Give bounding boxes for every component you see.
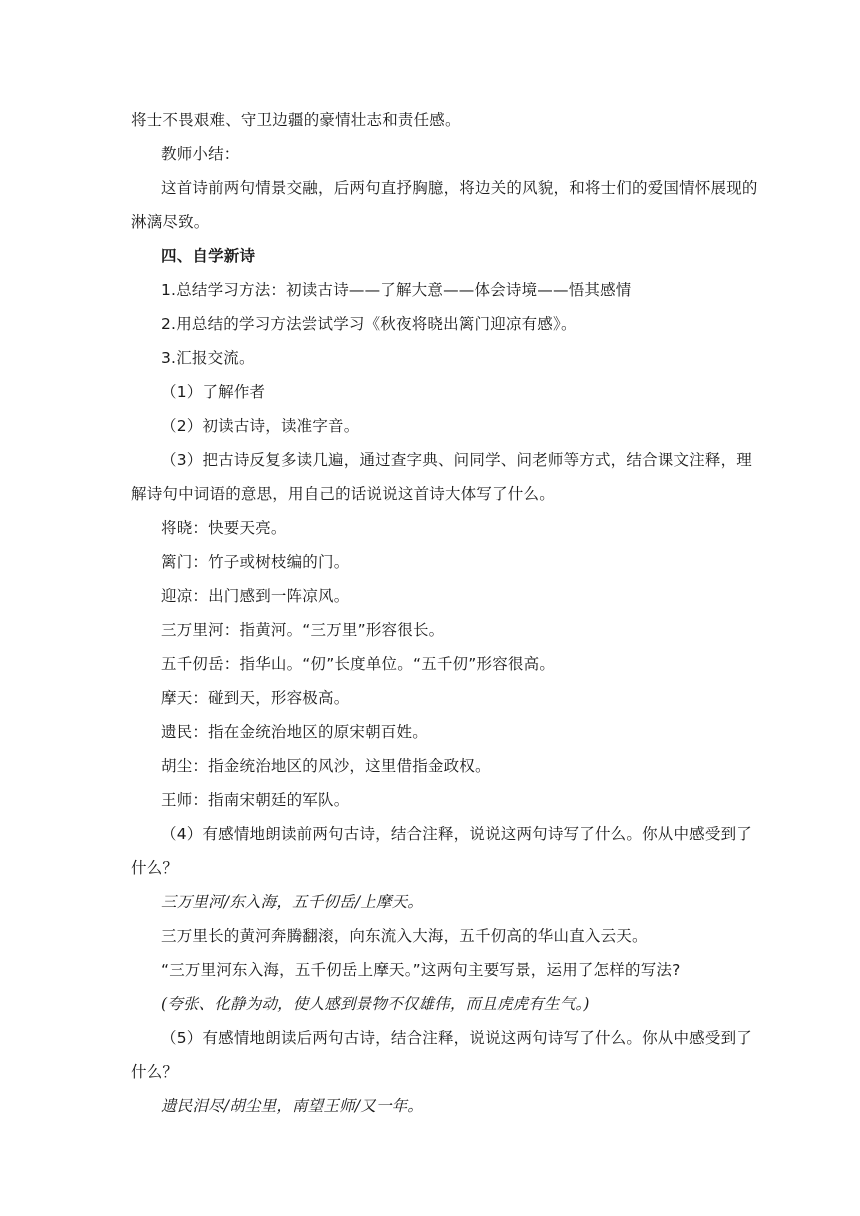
paragraph-line: 这首诗前两句情景交融，后两句直抒胸臆，将边关的风貌，和将士们的爱国情怀展现的 [161,179,758,197]
poem-line: 三万里河/东入海，五千仞岳/上摩天。 [161,893,424,911]
list-item: 1.总结学习方法：初读古诗——了解大意——体会诗境——悟其感情 [161,281,632,299]
sub-list-item: （4）有感情地朗读前两句古诗，结合注释，说说这两句诗写了什么。你从中感受到了 [161,825,752,843]
poem-line: 遗民泪尽/胡尘里，南望王师/又一年。 [161,1097,424,1115]
paragraph-line: 三万里长的黄河奔腾翻滚，向东流入大海，五千仞高的华山直入云天。 [161,927,648,945]
paragraph-line: 什么？ [131,1063,179,1081]
annotation-line: 摩天：碰到天，形容极高。 [161,689,350,707]
list-item: 2.用总结的学习方法尝试学习《秋夜将晓出篱门迎凉有感》。 [161,315,577,333]
paragraph-line: “三万里河东入海，五千仞岳上摩天。”这两句主要写景，运用了怎样的写法? [161,961,681,979]
answer-line: (夸张、化静为动，使人感到景物不仅雄伟，而且虎虎有生气。) [161,995,590,1013]
sub-list-item: （5）有感情地朗读后两句古诗，结合注释，说说这两句诗写了什么。你从中感受到了 [161,1029,752,1047]
annotation-line: 篱门：竹子或树枝编的门。 [161,553,350,571]
annotation-line: 五千仞岳：指华山。“仞”长度单位。“五千仞”形容很高。 [161,655,556,673]
section-heading: 四、自学新诗 [161,247,256,265]
annotation-line: 迎凉：出门感到一阵凉风。 [161,587,350,605]
paragraph-line: 将士不畏艰难、守卫边疆的豪情壮志和责任感。 [131,111,461,129]
annotation-line: 遗民：指在金统治地区的原宋朝百姓。 [161,723,428,741]
paragraph-line: 解诗句中词语的意思，用自己的话说说这首诗大体写了什么。 [131,485,555,503]
annotation-line: 王师：指南宋朝廷的军队。 [161,791,350,809]
paragraph-line: 淋漓尽致。 [131,213,210,231]
teacher-summary-heading: 教师小结： [161,145,240,163]
list-item: 3.汇报交流。 [161,349,255,367]
sub-list-item: （3）把古诗反复多读几遍，通过查字典、问同学、问老师等方式，结合课文注释，理 [161,451,752,469]
annotation-line: 胡尘：指金统治地区的风沙，这里借指金政权。 [161,757,491,775]
sub-list-item: （2）初读古诗，读准字音。 [161,417,360,435]
paragraph-line: 什么？ [131,859,179,877]
annotation-line: 三万里河：指黄河。“三万里”形容很长。 [161,621,445,639]
annotation-line: 将晓：快要天亮。 [161,519,287,537]
sub-list-item: （1）了解作者 [161,383,266,401]
